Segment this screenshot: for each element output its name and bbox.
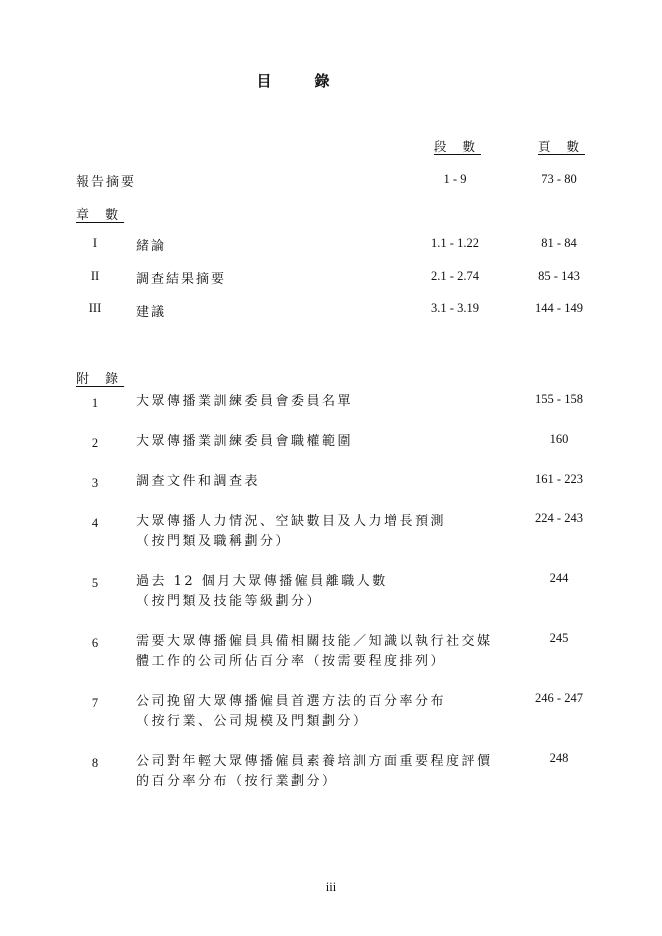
appendix-number: 6 — [91, 636, 99, 650]
appendix-number: 5 — [91, 576, 99, 590]
appendix-pages: 155 - 158 — [535, 392, 583, 406]
chapter-number: II — [90, 269, 100, 283]
appendix-title-line2: 的百分率分布（按行業劃分） — [136, 774, 338, 789]
appendix-heading: 附 錄 — [76, 372, 125, 387]
appendix-title-line1: 過去 12 個月大眾傳播僱員離職人數 — [136, 574, 388, 589]
chapter-paragraphs: 3.1 - 3.19 — [431, 301, 479, 315]
appendix-title-line1: 公司對年輕大眾傳播僱員素養培訓方面重要程度評價 — [136, 754, 493, 769]
appendix-title-line1: 調查文件和調查表 — [136, 474, 261, 489]
appendix-number: 2 — [91, 436, 99, 450]
chapter-number: III — [88, 301, 102, 315]
appendix-title-line1: 大眾傳播業訓練委員會委員名單 — [136, 394, 354, 409]
appendix-number: 3 — [91, 476, 99, 490]
summary-pages: 73 - 80 — [541, 172, 577, 186]
page-number: iii — [325, 880, 337, 894]
page-title: 目 錄 — [256, 72, 344, 90]
appendix-number: 4 — [91, 516, 99, 530]
chapter-pages: 85 - 143 — [538, 269, 580, 283]
chapter-pages: 144 - 149 — [535, 301, 583, 315]
appendix-title-line2: 體工作的公司所佔百分率（按需要程度排列） — [136, 654, 447, 669]
appendix-title-line1: 大眾傳播人力情況、空缺數目及人力增長預測 — [136, 514, 447, 529]
appendix-pages: 246 - 247 — [535, 691, 583, 705]
column-header-pages: 頁 數 — [538, 139, 585, 154]
appendix-number: 1 — [91, 396, 99, 410]
column-header-paragraphs: 段 數 — [434, 139, 481, 154]
appendix-pages: 248 — [549, 751, 569, 765]
chapter-title: 緒論 — [136, 239, 167, 254]
appendix-title-line1: 公司挽留大眾傳播僱員首選方法的百分率分布 — [136, 694, 447, 709]
chapters-heading: 章 數 — [76, 208, 125, 223]
appendix-pages: 161 - 223 — [535, 472, 583, 486]
appendix-title-line1: 大眾傳播業訓練委員會職權範圍 — [136, 434, 354, 449]
appendix-title-line2: （按門類及技能等級劃分） — [136, 594, 323, 609]
chapter-pages: 81 - 84 — [541, 236, 577, 250]
appendix-title-line1: 需要大眾傳播僱員具備相關技能／知識以執行社交媒 — [136, 634, 493, 649]
chapter-number: I — [92, 236, 98, 250]
appendix-pages: 160 — [549, 432, 569, 446]
chapter-paragraphs: 1.1 - 1.22 — [431, 236, 479, 250]
appendix-pages: 244 — [549, 571, 569, 585]
summary-paragraphs: 1 - 9 — [443, 172, 467, 186]
chapter-title: 建議 — [136, 305, 167, 320]
appendix-pages: 245 — [549, 631, 569, 645]
appendix-title-line2: （按行業、公司規模及門類劃分） — [136, 714, 369, 729]
appendix-number: 8 — [91, 756, 99, 770]
chapter-title: 調查結果摘要 — [136, 272, 227, 287]
chapter-paragraphs: 2.1 - 2.74 — [431, 269, 479, 283]
appendix-number: 7 — [91, 696, 99, 710]
summary-label: 報告摘要 — [76, 175, 137, 190]
appendix-pages: 224 - 243 — [535, 511, 583, 525]
appendix-title-line2: （按門類及職稱劃分） — [136, 534, 292, 549]
